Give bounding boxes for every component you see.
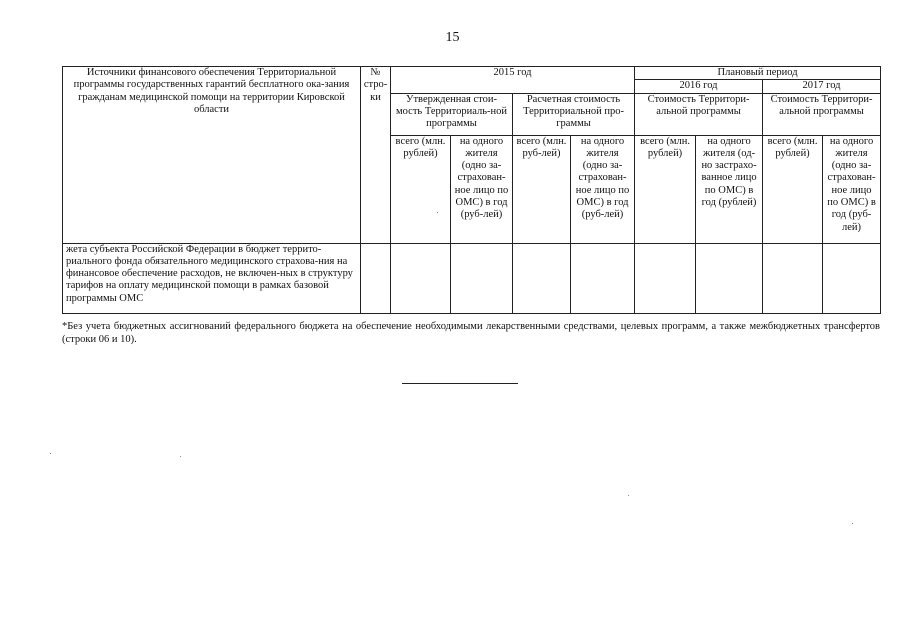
row-value (571, 243, 635, 313)
scan-speck (50, 453, 51, 454)
row-number (361, 243, 391, 313)
subheader-total-2015-approved: всего (млн. рублей) (391, 135, 451, 243)
subheader-total-2017: всего (млн. рублей) (763, 135, 823, 243)
scan-speck (180, 456, 181, 457)
row-value (391, 243, 451, 313)
row-value (763, 243, 823, 313)
header-year-2015: 2015 год (391, 67, 635, 94)
subheader-per-capita-2016: на одного жителя (од-но застрахо-ванное лицо по ОМС) в год (рублей) (696, 135, 763, 243)
scan-speck (437, 212, 438, 213)
header-year-2016: 2016 год (635, 80, 763, 93)
row-value (635, 243, 696, 313)
header-source-cell: Источники финансового обеспечения Территориальной программы государственных гарантий бесплатного ока-зания гражданам медицинской помощи на территории Кировской области (63, 67, 361, 244)
row-source-text: жета субъекта Российской Федерации в бюджет террито-риального фонда обязательного медицинского страхова-ния на финансовое обеспечение расходов, не включен-ных в структуру тарифов на оплату медицинской помощи в рамках базовой программы ОМС (63, 243, 361, 313)
header-approved-cost: Утвержденная стои-мость Территориаль-ной программы (391, 93, 513, 135)
row-value (823, 243, 881, 313)
row-value (451, 243, 513, 313)
page-number: 15 (445, 30, 460, 45)
header-planned-period: Плановый период (635, 67, 881, 80)
scan-speck (852, 523, 853, 524)
subheader-per-capita-2015-approved: на одного жителя (одно за-страхован-ное лицо по ОМС) в год (руб-лей) (451, 135, 513, 243)
closing-rule (402, 383, 518, 384)
table-row (63, 243, 881, 313)
subheader-total-2015-estimated: всего (млн. руб-лей) (513, 135, 571, 243)
row-value (696, 243, 763, 313)
subheader-total-2016: всего (млн. рублей) (635, 135, 696, 243)
header-cost-2016: Стоимость Территори-альной программы (635, 93, 763, 135)
financing-table (62, 66, 881, 314)
scan-speck (628, 495, 629, 496)
subheader-per-capita-2015-estimated: на одного жителя (одно за-страхован-ное лицо по ОМС) в год (руб-лей) (571, 135, 635, 243)
footnote: *Без учета бюджетных ассигнований федерального бюджета на обеспечение необходимыми лекарственными средствами, целевых программ, а также межбюджетных трансфертов (строки 06 и 10). (62, 321, 880, 345)
header-row-number-cell: № стро-ки (361, 67, 391, 244)
header-year-2017: 2017 год (763, 80, 881, 93)
row-value (513, 243, 571, 313)
header-cost-2017: Стоимость Территори-альной программы (763, 93, 881, 135)
header-estimated-cost: Расчетная стоимость Территориальной про-граммы (513, 93, 635, 135)
subheader-per-capita-2017: на одного жителя (одно за-страхован-ное лицо по ОМС) в год (руб-лей) (823, 135, 881, 243)
